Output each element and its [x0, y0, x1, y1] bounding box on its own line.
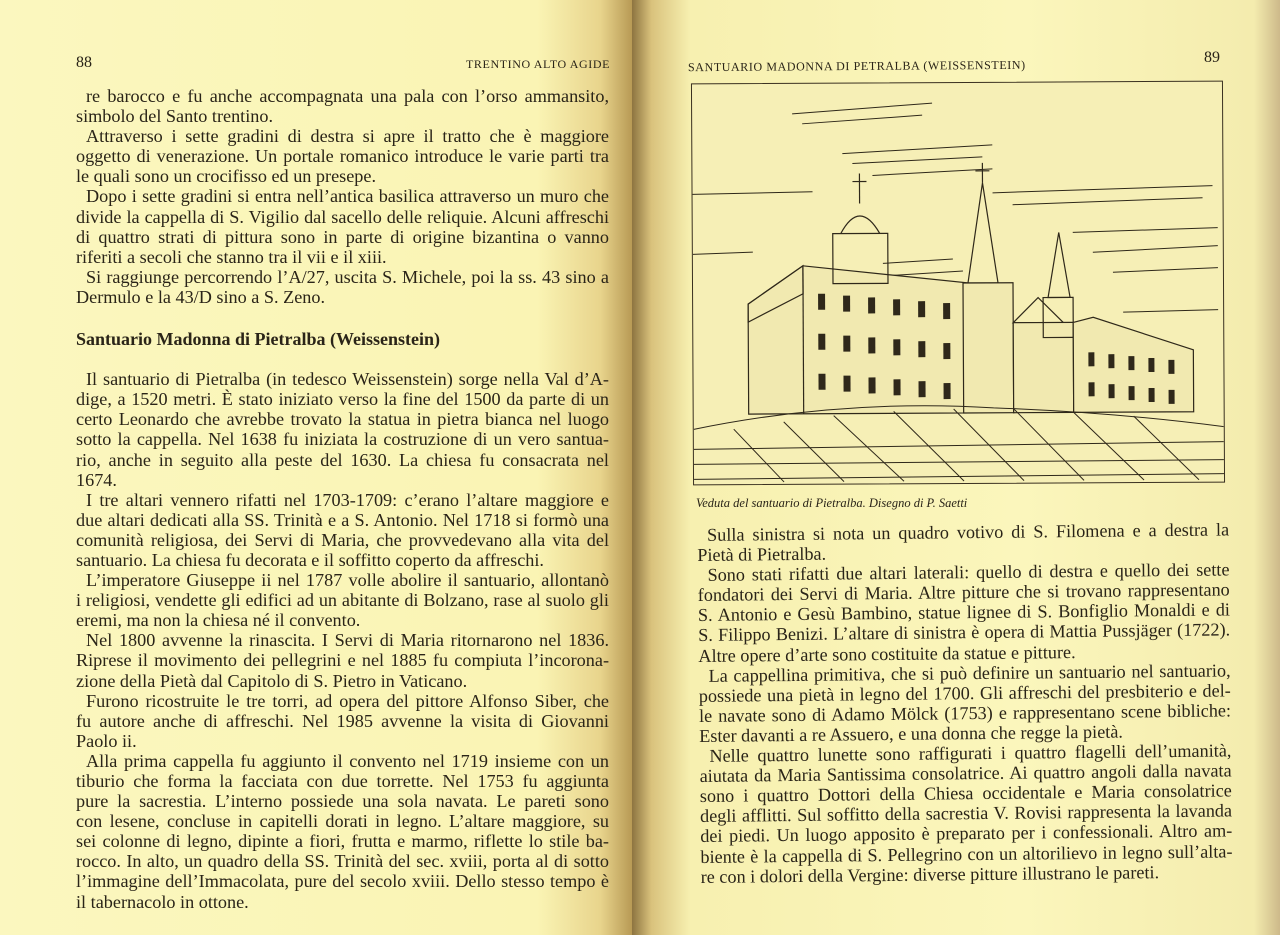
text-line: pure la sacrestia. L’interno possiede una sola navata. Le pareti sono	[76, 791, 609, 812]
text-line: S. Antonio e Gesù Bambino, statue lignee di S. Bonfiglio Monaldi e di	[697, 599, 1231, 626]
text-line: di quattro strati di pittura sono in parte di origine bizantina o vanno	[76, 226, 609, 247]
paragraph	[76, 369, 609, 490]
left-page	[0, 0, 632, 935]
paragraph	[76, 186, 609, 266]
text-line: oggetto di venerazione. Un portale romanico introduce le varie parti tra	[76, 146, 609, 167]
paragraph	[76, 630, 609, 690]
text-line: i religiosi, vendette gli edifici ad un abitante di Bolzano, rase al suolo gli	[76, 590, 609, 611]
text-line: Attraverso i sette gradini di destra si apre il tratto che è maggiore	[86, 126, 609, 147]
text-line: eremi, ma non la chiesa né il convento.	[76, 610, 361, 631]
text-line: biente è la cappella di S. Pellegrino con un altorilievo in legno sull’alta-	[700, 840, 1233, 867]
text-line: re barocco e fu anche accompagnata una pala con l’orso ammansito,	[86, 86, 609, 106]
page-number: 89	[1204, 49, 1220, 66]
paragraph	[76, 490, 609, 570]
text-line: riferiti a secoli che stanno tra il vii e il xiii.	[76, 246, 387, 267]
paragraph	[76, 86, 609, 126]
running-head: SANTUARIO MADONNA DI PETRALBA (WEISSENSTEIN)	[687, 57, 1026, 75]
section-heading: Santuario Madonna di Pietralba (Weissenstein)	[76, 329, 441, 350]
text-line: Alla prima cappella fu aggiunto il convento nel 1719 insieme con un	[86, 750, 609, 771]
page-number: 88	[76, 54, 92, 71]
text-line: Pietà di Pietralba.	[697, 543, 827, 566]
text-line: sei colonne di legno, dipinte a fiori, frutta e marmo, riflette lo stile ba-	[76, 831, 609, 852]
text-line: il tabernacolo in ottone.	[76, 891, 249, 912]
text-line: fondatori dei Servi di Maria. Altre pitture che si trovano rappresentano	[697, 579, 1230, 606]
text-line: Sulla sinistra si nota un quadro votivo di S. Filomena e a destra la	[706, 519, 1230, 545]
paragraph	[76, 751, 609, 912]
text-line: possiede una pietà in legno del 1700. Gli affreschi del presbiterio e del-	[698, 680, 1231, 706]
text-line: con lesene, concluse in capitelli dorati in legno. L’altare maggiore, su	[76, 811, 609, 832]
text-line: santuario. La chiesa fu decorata e il soffitto coperto da affreschi.	[76, 549, 544, 570]
text-line: sotto la cappella. Nel 1638 fu iniziata la costruzione di un vero santua-	[76, 429, 609, 450]
paragraph	[76, 691, 609, 751]
text-line: le quali sono un crocifisso ed un presepe.	[76, 166, 377, 187]
text-line: re con i dolori della Vergine: diverse pitture illustrano le pareti.	[700, 861, 1160, 887]
text-line: Ester davanti a re Assuero, e una donna che regge la pietà.	[699, 721, 1123, 746]
text-line: aiutata da Maria Santissima consolatrice. Ai quattro angoli dalla navata	[699, 760, 1232, 787]
paragraph	[698, 660, 1231, 746]
text-line: Altre opere d’arte sono costituite da statue e pitture.	[698, 641, 1076, 666]
text-line: Riprese il movimento dei pellegrini e nel 1885 fu compiuta l’incorona-	[76, 650, 609, 671]
paragraph	[699, 740, 1232, 886]
text-line: dige, a 1520 metri. È stato iniziato verso la fine del 1500 da parte di un	[76, 389, 609, 410]
figure-caption: Veduta del santuario di Pietralba. Disegno di P. Saetti	[696, 496, 968, 510]
text-line: sono i quattro Dottori della Chiesa occidentale e Maria consolatrice	[699, 780, 1232, 807]
left-body-text	[76, 86, 609, 912]
paragraph	[697, 519, 1229, 565]
text-line: Furono ricostruite le tre torri, ad opera del pittore Alfonso Siber, che	[86, 690, 609, 711]
text-line: tiburio che forma la facciata con due torrette. Nel 1753 fu aggiunta	[76, 771, 609, 791]
text-line: rio, anche in seguito alla peste del 1630. La chiesa fu consacrata nel	[76, 449, 609, 470]
text-line: degli afflitti. Sul soffitto della sacrestia V. Rovisi rappresenta la lavanda	[699, 800, 1233, 827]
text-line: Nel 1800 avvenne la rinascita. I Servi di Maria ritornarono nel 1836.	[86, 630, 609, 651]
building	[747, 162, 1193, 414]
paragraph	[697, 560, 1230, 666]
text-line: Paolo ii.	[76, 730, 137, 751]
text-line: fu autore anche di affreschi. Nel 1985 avvenne la visita di Giovanni	[76, 710, 609, 731]
text-line: Sono stati rifatti due altari laterali: quello di destra e quello dei sette	[707, 559, 1230, 586]
text-line: l’immagine dell’Immacolata, pure del secolo xviii. Dello stesso tempo è	[76, 871, 609, 892]
paragraph	[76, 126, 609, 186]
text-line: le navate sono di Adamo Mölck (1753) e rappresentano scene bibliche:	[698, 700, 1232, 726]
ground-hatching	[694, 404, 1224, 482]
text-line: simbolo del Santo trentino.	[76, 106, 274, 127]
text-line: Si raggiunge percorrendo l’A/27, uscita S. Michele, poi la ss. 43 sino a	[86, 266, 609, 287]
santuario-illustration	[691, 81, 1225, 486]
text-line: S. Filippo Benizi. L’altare di sinistra è opera di Mattia Pussjäger (1722).	[698, 619, 1231, 646]
santuario-drawing	[692, 82, 1224, 485]
text-line: due altari dedicati alla SS. Trinità e a S. Antonio. Nel 1718 si formò una	[76, 509, 609, 530]
running-head: TRENTINO ALTO AGIDE	[466, 57, 611, 71]
text-line: I tre altari vennero rifatti nel 1703-1709: c’erano l’altare maggiore e	[86, 489, 609, 510]
paragraph	[76, 267, 609, 307]
text-line: zione della Pietà dal Capitolo di S. Pietro in Vaticano.	[76, 670, 468, 691]
text-line: L’imperatore Giuseppe ii nel 1787 volle abolire il santuario, allontanò	[86, 570, 609, 591]
text-line: Dopo i sette gradini si entra nell’antica basilica attraverso un muro che	[86, 186, 609, 207]
paragraph	[76, 570, 609, 630]
text-line: dei piedi. Un luogo apposito è preparato per i confessionali. Altro am-	[700, 820, 1233, 847]
text-line: La cappellina primitiva, che si può definire un santuario nel santuario,	[708, 660, 1231, 686]
text-line: certo Leonardo che avrebbe trovato la statua in pietra bianca nel luogo	[76, 409, 609, 430]
right-page	[632, 0, 1280, 935]
right-body-text	[697, 519, 1233, 886]
text-line: rocco. In alto, un quadro della SS. Trinità del sec. xviii, porta al di sotto	[76, 851, 609, 872]
text-line: Dermulo e la 43/D sino a S. Zeno.	[76, 286, 326, 307]
text-line: divide la cappella di S. Vigilio dal sacello delle reliquie. Alcuni affreschi	[76, 206, 609, 227]
text-line: 1674.	[76, 469, 117, 490]
text-line: comunità religiosa, dei Servi di Maria, che provvedevano alla vita del	[76, 529, 609, 550]
text-line: Nelle quattro lunette sono raffigurati i quattro flagelli dell’umanità,	[709, 740, 1232, 766]
text-line: Il santuario di Pietralba (in tedesco Weissenstein) sorge nella Val d’A-	[86, 369, 609, 390]
